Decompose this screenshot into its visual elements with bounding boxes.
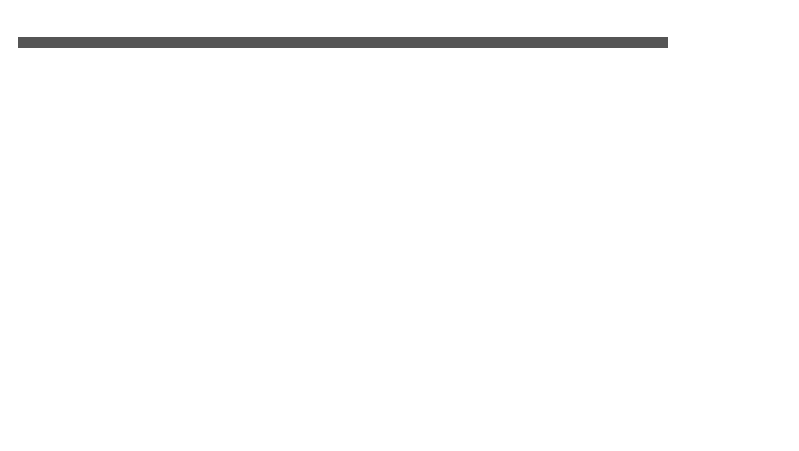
section-gap [18, 48, 668, 51]
timetable [18, 37, 668, 51]
date-header [18, 37, 668, 48]
